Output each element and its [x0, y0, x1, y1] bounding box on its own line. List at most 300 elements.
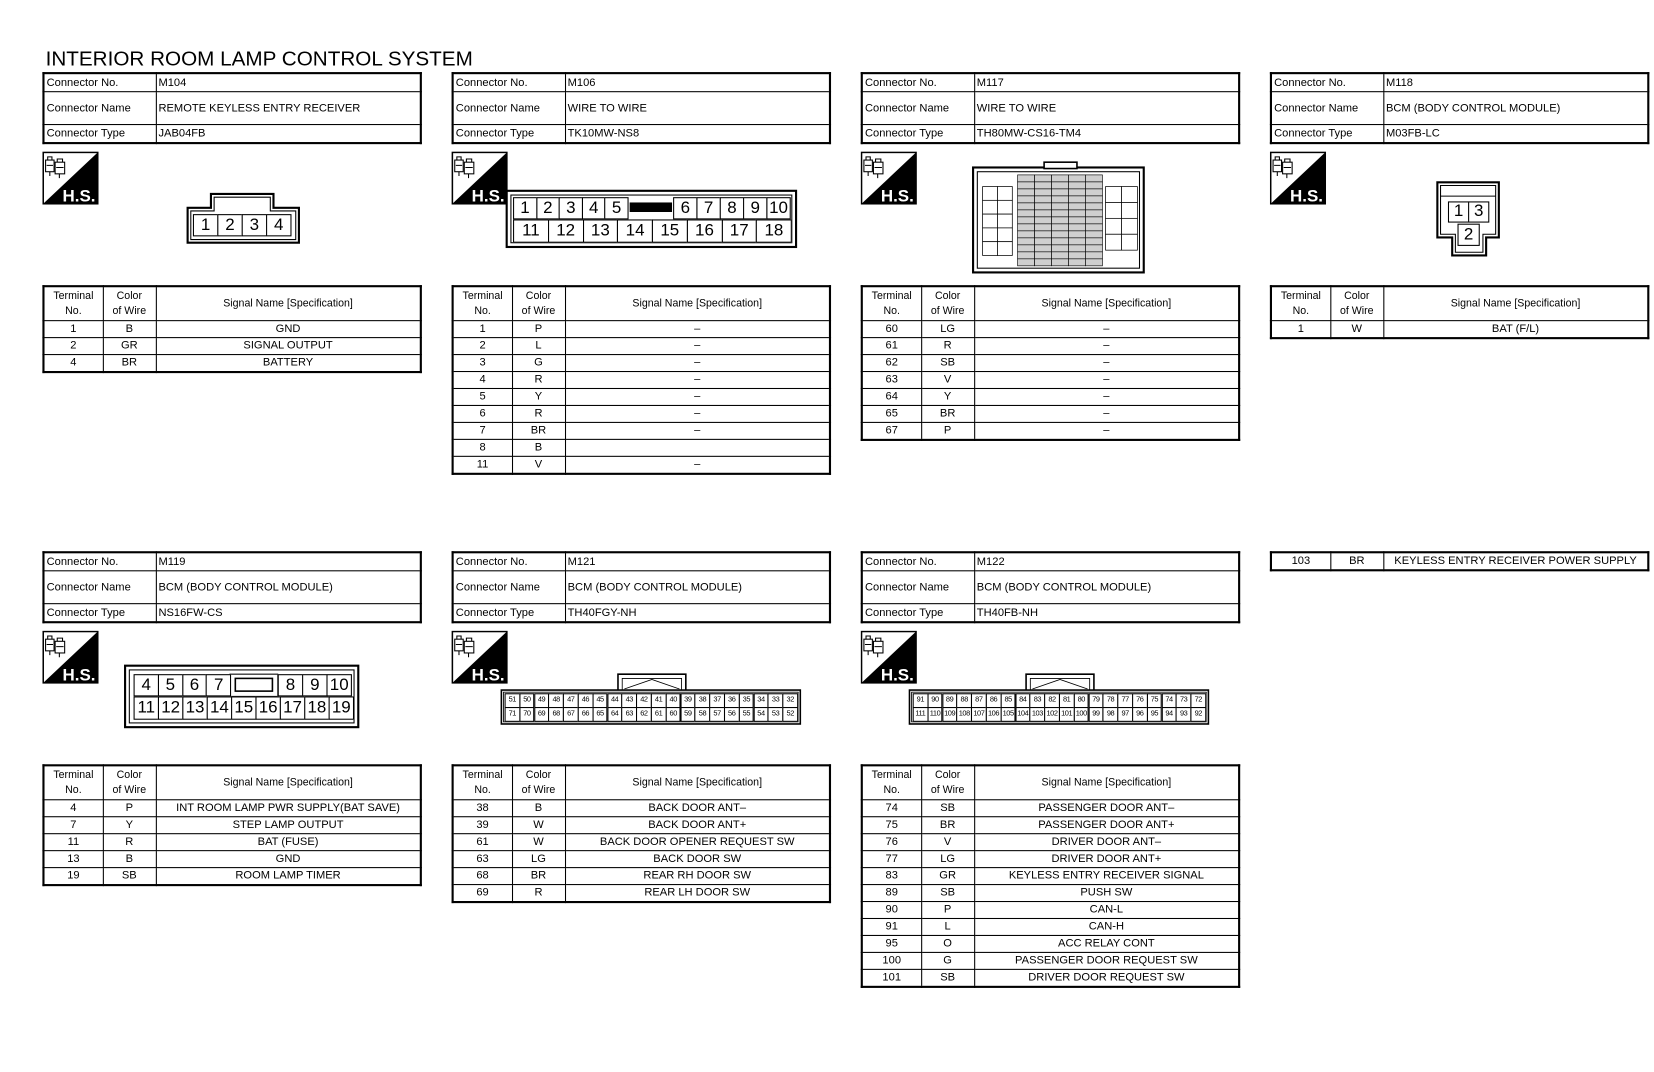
- pin-cell: 44: [607, 693, 622, 707]
- header-line: No.: [474, 304, 491, 317]
- pin-cell: 49: [534, 693, 549, 707]
- table-row: [453, 338, 830, 355]
- connector-type-label: Connector Type: [453, 125, 565, 144]
- header-line: of Wire: [930, 304, 965, 317]
- header-line: Color: [1344, 289, 1370, 302]
- pin-cell: 3: [559, 197, 583, 219]
- harness-side-icon: [42, 152, 98, 205]
- pin-cell: 102: [1044, 707, 1059, 721]
- connector-name-row: [43, 571, 420, 604]
- connector-name-value: WIRE TO WIRE: [974, 92, 1239, 125]
- pin-cell: 77: [1117, 693, 1132, 707]
- connector-number-row: [862, 552, 1239, 571]
- signal-name-cell: –: [565, 338, 830, 355]
- table-row: [453, 834, 830, 851]
- connector-info-table: [861, 72, 1240, 144]
- signal-name-cell: GND: [156, 851, 421, 868]
- signal-name-cell: –: [565, 456, 830, 473]
- terminal-no-cell: 5: [453, 388, 512, 405]
- terminal-no-header: [862, 765, 921, 799]
- wire-color-cell: BR: [512, 422, 565, 439]
- wire-color-cell: P: [921, 902, 974, 919]
- pin-cell: 51: [505, 693, 520, 707]
- table-row: [453, 422, 830, 439]
- terminal-no-cell: 64: [862, 388, 921, 405]
- wire-color-cell: R: [512, 405, 565, 422]
- hs-label: H.S.: [1290, 186, 1323, 205]
- pin-cell: 11: [134, 696, 159, 719]
- terminal-table: [42, 285, 421, 373]
- signal-name-cell: –: [565, 355, 830, 372]
- connector-number-value: M119: [156, 552, 421, 571]
- wire-color-cell: B: [512, 439, 565, 456]
- connector-name-value: WIRE TO WIRE: [565, 92, 830, 125]
- table-row: [862, 918, 1239, 935]
- header-line: Terminal: [53, 289, 94, 302]
- pin-cell: 14: [207, 696, 232, 719]
- pin-cell: 13: [582, 219, 618, 242]
- table-row: [862, 372, 1239, 389]
- terminal-no-cell: 6: [453, 405, 512, 422]
- pin-cell: 74: [1161, 693, 1176, 707]
- header-line: of Wire: [112, 304, 147, 317]
- wire-color-cell: SB: [921, 355, 974, 372]
- pin-cell: 96: [1132, 707, 1147, 721]
- pin-cell: 78: [1103, 693, 1118, 707]
- pin-cell: 14: [617, 219, 653, 242]
- pin-cell: 60: [665, 707, 680, 721]
- signal-name-header: Signal Name [Specification]: [156, 765, 421, 799]
- connector-info-table: [452, 551, 831, 623]
- connector-name-label: Connector Name: [1271, 92, 1383, 125]
- connector-type-value: NS16FW-CS: [156, 604, 421, 623]
- pin-cell: 59: [680, 707, 695, 721]
- signal-name-cell: BATTERY: [156, 355, 421, 372]
- signal-name-header: Signal Name [Specification]: [974, 286, 1239, 320]
- wire-color-cell: W: [512, 817, 565, 834]
- header-line: of Wire: [1340, 304, 1374, 317]
- header-line: No.: [883, 783, 900, 796]
- connector-name-label: Connector Name: [862, 92, 974, 125]
- wire-color-cell: L: [512, 338, 565, 355]
- terminal-no-cell: 60: [862, 321, 921, 338]
- pin-cell: 98: [1103, 707, 1118, 721]
- pin-cell: 2: [217, 214, 242, 236]
- connector-type-row: [43, 125, 420, 144]
- pin-cell: 83: [1030, 693, 1045, 707]
- connector-name-label: Connector Name: [43, 571, 155, 604]
- wire-color-cell: B: [103, 321, 156, 338]
- signal-name-cell: GND: [156, 321, 421, 338]
- pin-cell: 101: [1059, 707, 1074, 721]
- signal-name-cell: –: [974, 338, 1239, 355]
- wire-color-cell: W: [512, 834, 565, 851]
- connector-name-value: BCM (BODY CONTROL MODULE): [156, 571, 421, 604]
- table-row: [453, 388, 830, 405]
- pin-cell: 106: [986, 707, 1001, 721]
- signal-name-cell: –: [565, 405, 830, 422]
- wire-color-header: [512, 765, 565, 799]
- table-row: [862, 851, 1239, 868]
- table-row: [1271, 552, 1648, 570]
- connector-type-value: JAB04FB: [156, 125, 421, 144]
- wire-color-cell: SB: [921, 969, 974, 986]
- header-line: Color: [116, 769, 142, 781]
- pin-cell: 97: [1117, 707, 1132, 721]
- terminal-no-cell: 8: [453, 439, 512, 456]
- connector-name-row: [1271, 92, 1648, 125]
- pin-cell: 105: [1000, 707, 1015, 721]
- pin-cell: 86: [986, 693, 1001, 707]
- signal-name-cell: SIGNAL OUTPUT: [156, 338, 421, 355]
- connector-type-row: [43, 604, 420, 623]
- terminal-no-cell: 3: [453, 355, 512, 372]
- pin-cell: 7: [696, 197, 720, 219]
- connector-type-value: TH80MW-CS16-TM4: [974, 125, 1239, 144]
- connector-name-value: BCM (BODY CONTROL MODULE): [974, 571, 1239, 604]
- pin-cell: 68: [548, 707, 563, 721]
- wire-color-cell: SB: [921, 885, 974, 902]
- connector-number-row: [1271, 73, 1648, 92]
- table-row: [43, 800, 420, 817]
- header-line: of Wire: [521, 304, 556, 317]
- pin-cell: 110: [927, 707, 942, 721]
- pin-cell: 18: [756, 219, 792, 242]
- pin-cell: 37: [709, 693, 724, 707]
- pin-cell: 36: [724, 693, 739, 707]
- pin-cell: 47: [563, 693, 578, 707]
- connector-info-table: [42, 551, 421, 623]
- signal-name-cell: [565, 439, 830, 456]
- connector-type-label: Connector Type: [43, 604, 155, 623]
- connector-number-label: Connector No.: [453, 552, 565, 571]
- header-line: Color: [525, 289, 552, 302]
- table-row: [862, 388, 1239, 405]
- hs-label: H.S.: [880, 186, 914, 205]
- wire-color-cell: BR: [921, 405, 974, 422]
- terminal-no-cell: 63: [453, 851, 512, 868]
- connector-name-label: Connector Name: [43, 92, 155, 125]
- table-row: [862, 885, 1239, 902]
- header-line: Terminal: [462, 769, 503, 781]
- header-line: of Wire: [930, 783, 965, 796]
- terminal-table-header: [862, 286, 1239, 320]
- table-row: [43, 321, 420, 338]
- wire-color-cell: L: [921, 918, 974, 935]
- pin-cell: 32: [782, 693, 797, 707]
- connector-number-label: Connector No.: [862, 552, 974, 571]
- pin-cell: 40: [665, 693, 680, 707]
- table-row: [862, 902, 1239, 919]
- signal-name-cell: KEYLESS ENTRY RECEIVER POWER SUPPLY: [1383, 552, 1648, 570]
- terminal-no-cell: 65: [862, 405, 921, 422]
- pin-cell: 10: [766, 197, 790, 219]
- pin-cell: 12: [158, 696, 183, 719]
- connector-type-value: TK10MW-NS8: [565, 125, 830, 144]
- wire-color-cell: R: [103, 834, 156, 851]
- pin-cell: 38: [695, 693, 710, 707]
- connector-info-table: [42, 72, 421, 144]
- signal-name-header: Signal Name [Specification]: [156, 286, 421, 320]
- signal-name-cell: –: [974, 355, 1239, 372]
- wire-color-cell: O: [921, 935, 974, 952]
- pin-cell: 42: [636, 693, 651, 707]
- connector-number-value: M106: [565, 73, 830, 92]
- connector-name-value: BCM (BODY CONTROL MODULE): [565, 571, 830, 604]
- table-row: [43, 355, 420, 372]
- table-row: [862, 817, 1239, 834]
- header-line: Color: [934, 289, 961, 302]
- terminal-no-header: [43, 286, 102, 320]
- pin-cell: 104: [1015, 707, 1030, 721]
- signal-name-cell: PUSH SW: [974, 885, 1239, 902]
- header-line: Terminal: [462, 289, 503, 302]
- pin-cell: 111: [913, 707, 928, 721]
- wire-color-cell: SB: [103, 868, 156, 885]
- terminal-no-cell: 67: [862, 422, 921, 439]
- pin-cell: 6: [182, 674, 207, 696]
- wire-color-cell: V: [512, 456, 565, 473]
- pin-cell: 89: [942, 693, 957, 707]
- wire-color-header: [103, 286, 156, 320]
- wire-color-cell: P: [103, 800, 156, 817]
- pin-cell: 53: [768, 707, 783, 721]
- pin-cell: 108: [957, 707, 972, 721]
- wire-color-header: [921, 286, 974, 320]
- wire-color-cell: P: [921, 422, 974, 439]
- pin-cell: 4: [134, 674, 159, 696]
- terminal-no-cell: 95: [862, 935, 921, 952]
- connector-name-row: [862, 92, 1239, 125]
- pin-cell: 12: [548, 219, 584, 242]
- wire-color-cell: W: [1330, 321, 1383, 338]
- signal-name-cell: REAR LH DOOR SW: [565, 885, 830, 902]
- terminal-no-cell: 75: [862, 817, 921, 834]
- connector-type-row: [862, 604, 1239, 623]
- pin-cell: 45: [592, 693, 607, 707]
- header-line: No.: [474, 783, 491, 796]
- terminal-no-cell: 1: [1271, 321, 1330, 338]
- terminal-table: [861, 285, 1240, 441]
- pin-cell: 65: [592, 707, 607, 721]
- wire-color-cell: Y: [103, 817, 156, 834]
- hs-label: H.S.: [471, 186, 505, 205]
- signal-name-cell: REAR RH DOOR SW: [565, 868, 830, 885]
- header-line: Terminal: [871, 769, 912, 781]
- table-row: [862, 834, 1239, 851]
- table-row: [43, 338, 420, 355]
- table-row: [453, 405, 830, 422]
- connector-name-label: Connector Name: [453, 571, 565, 604]
- terminal-no-cell: 90: [862, 902, 921, 919]
- connector-type-label: Connector Type: [453, 604, 565, 623]
- signal-name-cell: BACK DOOR OPENER REQUEST SW: [565, 834, 830, 851]
- signal-name-header: Signal Name [Specification]: [974, 765, 1239, 799]
- table-row: [862, 405, 1239, 422]
- connector-face-drawing: [969, 159, 1149, 278]
- connector-number-value: M117: [974, 73, 1239, 92]
- pin-cell: 55: [739, 707, 754, 721]
- connector-type-row: [862, 125, 1239, 144]
- table-row: [862, 969, 1239, 986]
- terminal-no-cell: 4: [43, 800, 102, 817]
- connector-name-row: [862, 571, 1239, 604]
- pin-cell: 88: [957, 693, 972, 707]
- terminal-no-header: [453, 286, 512, 320]
- table-row: [453, 456, 830, 473]
- pin-cell: 58: [695, 707, 710, 721]
- connector-name-row: [43, 92, 420, 125]
- terminal-no-cell: 83: [862, 868, 921, 885]
- connector-number-row: [43, 73, 420, 92]
- wire-color-cell: R: [512, 372, 565, 389]
- terminal-no-cell: 62: [862, 355, 921, 372]
- terminal-no-cell: 63: [862, 372, 921, 389]
- wire-color-cell: V: [921, 834, 974, 851]
- terminal-no-cell: 38: [453, 800, 512, 817]
- pin-cell: 13: [182, 696, 207, 719]
- pin-cell: 48: [548, 693, 563, 707]
- wire-color-cell: B: [103, 851, 156, 868]
- connector-type-value: M03FB-LC: [1383, 125, 1648, 144]
- pin-cell: 15: [652, 219, 688, 242]
- signal-name-cell: –: [565, 388, 830, 405]
- signal-name-cell: –: [974, 321, 1239, 338]
- connector-type-value: TH40FGY-NH: [565, 604, 830, 623]
- wire-color-cell: GR: [103, 338, 156, 355]
- pin-cell: 4: [266, 214, 291, 236]
- terminal-no-header: [43, 765, 102, 799]
- connector-name-value: BCM (BODY CONTROL MODULE): [1383, 92, 1648, 125]
- signal-name-cell: STEP LAMP OUTPUT: [156, 817, 421, 834]
- pin-cell: 4: [582, 197, 606, 219]
- wire-color-cell: Y: [512, 388, 565, 405]
- pin-cell: 100: [1074, 707, 1089, 721]
- pin-cell: 16: [687, 219, 723, 242]
- wire-color-cell: P: [512, 321, 565, 338]
- terminal-no-cell: 11: [453, 456, 512, 473]
- connector-number-row: [43, 552, 420, 571]
- terminal-no-cell: 101: [862, 969, 921, 986]
- terminal-table: [42, 764, 421, 886]
- pin-cell: 41: [651, 693, 666, 707]
- table-row: [453, 800, 830, 817]
- pin-cell: 66: [578, 707, 593, 721]
- pin-cell: 109: [942, 707, 957, 721]
- pin-cell: 73: [1176, 693, 1191, 707]
- table-row: [862, 935, 1239, 952]
- pin-cell: 3: [242, 214, 267, 236]
- connector-number-value: M118: [1383, 73, 1648, 92]
- signal-name-cell: CAN-L: [974, 902, 1239, 919]
- table-row: [453, 817, 830, 834]
- pin-cell: 9: [743, 197, 767, 219]
- pin-cell: 62: [636, 707, 651, 721]
- wire-color-cell: LG: [921, 321, 974, 338]
- pin-cell: 61: [651, 707, 666, 721]
- pin-cell: 56: [724, 707, 739, 721]
- pin-cell: 15: [231, 696, 256, 719]
- signal-name-cell: DRIVER DOOR REQUEST SW: [974, 969, 1239, 986]
- terminal-no-cell: 77: [862, 851, 921, 868]
- signal-name-cell: –: [974, 422, 1239, 439]
- wire-color-cell: G: [512, 355, 565, 372]
- signal-name-cell: ROOM LAMP TIMER: [156, 868, 421, 885]
- header-line: No.: [65, 304, 82, 317]
- connector-number-row: [453, 73, 830, 92]
- pin-cell: 9: [302, 674, 327, 696]
- table-row: [453, 372, 830, 389]
- connector-type-row: [453, 604, 830, 623]
- pin-cell: 71: [505, 707, 520, 721]
- terminal-no-cell: 1: [453, 321, 512, 338]
- pin-cell: 95: [1147, 707, 1162, 721]
- pin-cell: 11: [513, 219, 549, 242]
- signal-name-cell: DRIVER DOOR ANT–: [974, 834, 1239, 851]
- pin-cell: 82: [1044, 693, 1059, 707]
- pin-cell: 17: [721, 219, 757, 242]
- pin-cell: 1: [1448, 201, 1469, 222]
- wire-color-cell: BR: [1330, 552, 1383, 570]
- connector-info-table: [861, 551, 1240, 623]
- header-line: of Wire: [112, 783, 147, 796]
- connector-info-table: [452, 72, 831, 144]
- terminal-table-header: [43, 765, 420, 799]
- header-line: Color: [116, 289, 142, 302]
- pin-cell: 6: [673, 197, 697, 219]
- table-row: [453, 851, 830, 868]
- signal-name-cell: ACC RELAY CONT: [974, 935, 1239, 952]
- terminal-no-cell: 7: [453, 422, 512, 439]
- pin-cell: 10: [326, 674, 351, 696]
- signal-name-cell: PASSENGER DOOR ANT–: [974, 800, 1239, 817]
- pin-cell: 19: [329, 696, 354, 719]
- connector-type-label: Connector Type: [43, 125, 155, 144]
- pin-cell: 93: [1176, 707, 1191, 721]
- pin-cell: 107: [971, 707, 986, 721]
- connector-name-value: REMOTE KEYLESS ENTRY RECEIVER: [156, 92, 421, 125]
- connector-number-label: Connector No.: [1271, 73, 1383, 92]
- signal-name-cell: CAN-H: [974, 918, 1239, 935]
- pin-cell: 81: [1059, 693, 1074, 707]
- pin-cell: 1: [513, 197, 537, 219]
- wire-color-cell: LG: [921, 851, 974, 868]
- pin-cell: 64: [607, 707, 622, 721]
- terminal-no-cell: 76: [862, 834, 921, 851]
- wire-color-header: [512, 286, 565, 320]
- table-row: [862, 422, 1239, 439]
- connector-type-row: [1271, 125, 1648, 144]
- signal-name-header: Signal Name [Specification]: [565, 286, 830, 320]
- pin-cell: 46: [578, 693, 593, 707]
- terminal-no-cell: 74: [862, 800, 921, 817]
- terminal-table-header: [1271, 286, 1648, 320]
- terminal-table: [861, 764, 1240, 988]
- terminal-no-cell: 91: [862, 918, 921, 935]
- table-row: [43, 834, 420, 851]
- wire-color-header: [1330, 286, 1383, 320]
- pin-cell: 8: [720, 197, 744, 219]
- table-row: [862, 868, 1239, 885]
- pin-cell: 2: [1457, 224, 1479, 246]
- table-row: [43, 851, 420, 868]
- hs-label: H.S.: [471, 665, 505, 684]
- signal-name-cell: BACK DOOR SW: [565, 851, 830, 868]
- pin-cell: 54: [753, 707, 768, 721]
- terminal-no-cell: 4: [43, 355, 102, 372]
- signal-name-cell: INT ROOM LAMP PWR SUPPLY(BAT SAVE): [156, 800, 421, 817]
- wire-color-header: [921, 765, 974, 799]
